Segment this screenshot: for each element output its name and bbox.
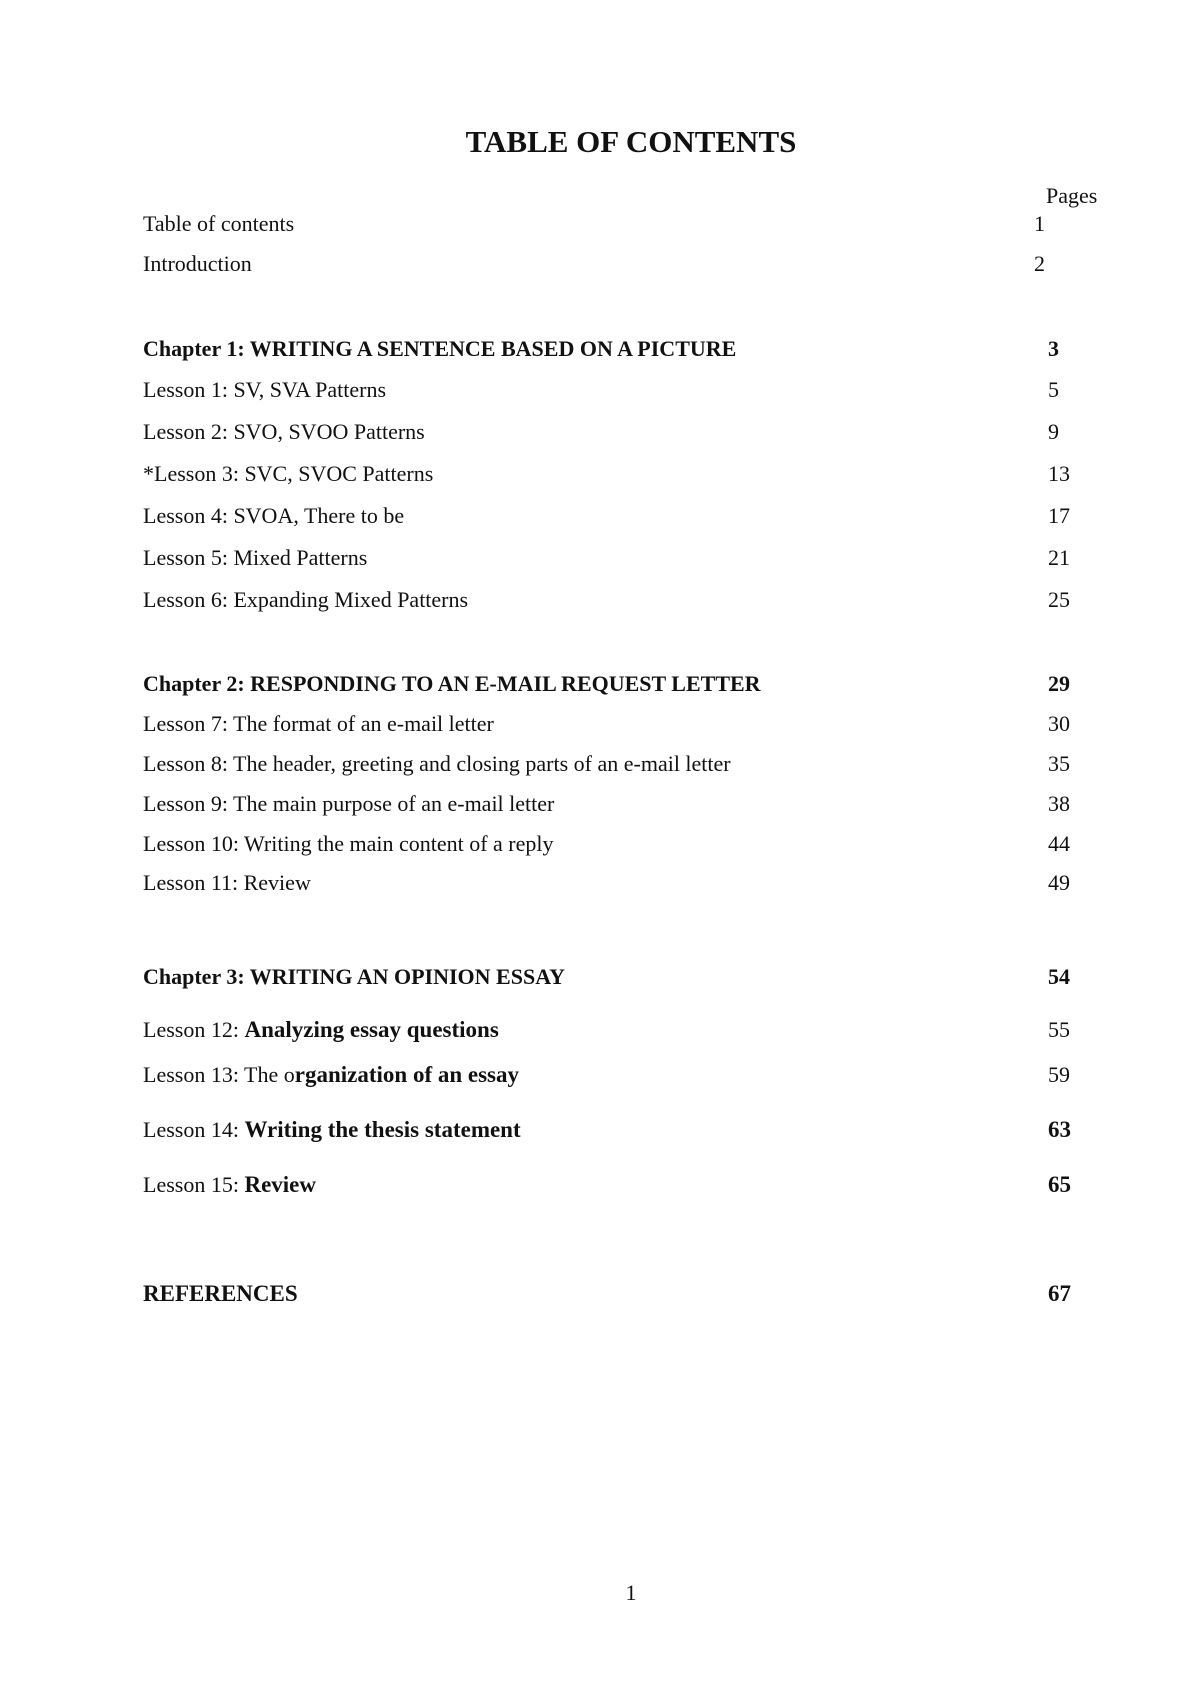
toc-entry [143, 209, 1083, 239]
lesson-label-prefix: Lesson 12: [143, 1017, 245, 1042]
lesson-label-prefix: Lesson 13: The o [143, 1062, 295, 1087]
lesson-label-emphasis: rganization of an essay [294, 1062, 519, 1087]
lesson-page: 38 [1048, 791, 1070, 816]
toc-entry-page: 2 [1034, 251, 1045, 276]
lesson-page: 63 [1048, 1117, 1071, 1142]
toc-lesson [143, 1060, 1083, 1090]
toc-entry-page: 1 [1034, 211, 1045, 236]
chapter-heading [143, 962, 1083, 992]
lesson-page: 35 [1048, 751, 1070, 776]
lesson-label-prefix: Lesson 15: [143, 1172, 245, 1197]
lesson-label-prefix: Lesson 14: [143, 1117, 245, 1142]
page-title: TABLE OF CONTENTS [465, 124, 797, 159]
page-title-wrap [0, 124, 1200, 160]
lesson-page: 30 [1048, 711, 1070, 736]
lesson-label-emphasis: Analyzing essay questions [244, 1017, 499, 1042]
lesson-label-emphasis: Writing the thesis statement [244, 1117, 521, 1142]
lesson-label: Lesson 5: Mixed Patterns [143, 545, 368, 570]
lesson-label: Lesson 4: SVOA, There to be [143, 503, 405, 528]
toc-entry [143, 249, 1083, 279]
lesson-page: 55 [1048, 1017, 1070, 1042]
lesson-label-emphasis: Review [244, 1172, 316, 1197]
lesson-label: Lesson 7: The format of an e-mail letter [143, 711, 494, 736]
lesson-page: 21 [1048, 545, 1070, 570]
pages-column-heading: Pages [1046, 183, 1098, 208]
chapter-heading [143, 669, 1083, 699]
chapter-heading-label: Chapter 3: WRITING AN OPINION ESSAY [143, 964, 565, 989]
lesson-page: 25 [1048, 587, 1070, 612]
toc-lesson [143, 789, 1083, 819]
lesson-page: 65 [1048, 1172, 1071, 1197]
toc-lesson [143, 1015, 1083, 1045]
lesson-label: *Lesson 3: SVC, SVOC Patterns [143, 461, 434, 486]
lesson-label [143, 1015, 499, 1045]
lesson-label [143, 1170, 316, 1200]
toc-lesson [143, 585, 1083, 615]
lesson-label: Lesson 1: SV, SVA Patterns [143, 377, 387, 402]
references-entry [143, 1279, 1083, 1309]
chapter-heading-label: Chapter 1: WRITING A SENTENCE BASED ON A PICTURE [143, 336, 737, 361]
chapter-heading-label: Chapter 2: RESPONDING TO AN E-MAIL REQUEST LETTER [143, 671, 761, 696]
lesson-page: 17 [1048, 503, 1070, 528]
toc-lesson [143, 868, 1083, 898]
toc-entry-label: Introduction [143, 251, 252, 276]
chapter-heading-page: 29 [1048, 671, 1070, 696]
toc-lesson [143, 459, 1083, 489]
toc-lesson [143, 709, 1083, 739]
lesson-label: Lesson 10: Writing the main content of a reply [143, 831, 554, 856]
lesson-label: Lesson 8: The header, greeting and closing parts of an e-mail letter [143, 751, 731, 776]
lesson-label: Lesson 9: The main purpose of an e-mail letter [143, 791, 555, 816]
lesson-label [143, 1115, 521, 1145]
lesson-page: 13 [1048, 461, 1070, 486]
lesson-label: Lesson 11: Review [143, 870, 311, 895]
lesson-page: 9 [1048, 419, 1059, 444]
toc-lesson [143, 829, 1083, 859]
toc-lesson [143, 375, 1083, 405]
chapter-heading-page: 3 [1048, 336, 1059, 361]
lesson-label [143, 1060, 519, 1090]
references-label: REFERENCES [143, 1281, 298, 1306]
toc-lesson [143, 417, 1083, 447]
lesson-label: Lesson 6: Expanding Mixed Patterns [143, 587, 469, 612]
references-page: 67 [1048, 1281, 1071, 1306]
toc-lesson [143, 1170, 1083, 1200]
lesson-page: 44 [1048, 831, 1070, 856]
toc-lesson [143, 749, 1083, 779]
chapter-heading [143, 334, 1083, 364]
toc-entry-label: Table of contents [143, 211, 295, 236]
toc-lesson [143, 501, 1083, 531]
toc-lesson [143, 1115, 1083, 1145]
lesson-page: 5 [1048, 377, 1059, 402]
lesson-label: Lesson 2: SVO, SVOO Patterns [143, 419, 425, 444]
lesson-page: 49 [1048, 870, 1070, 895]
lesson-page: 59 [1048, 1062, 1070, 1087]
chapter-heading-page: 54 [1048, 964, 1070, 989]
footer-page-number: 1 [625, 1580, 637, 1605]
toc-lesson [143, 543, 1083, 573]
